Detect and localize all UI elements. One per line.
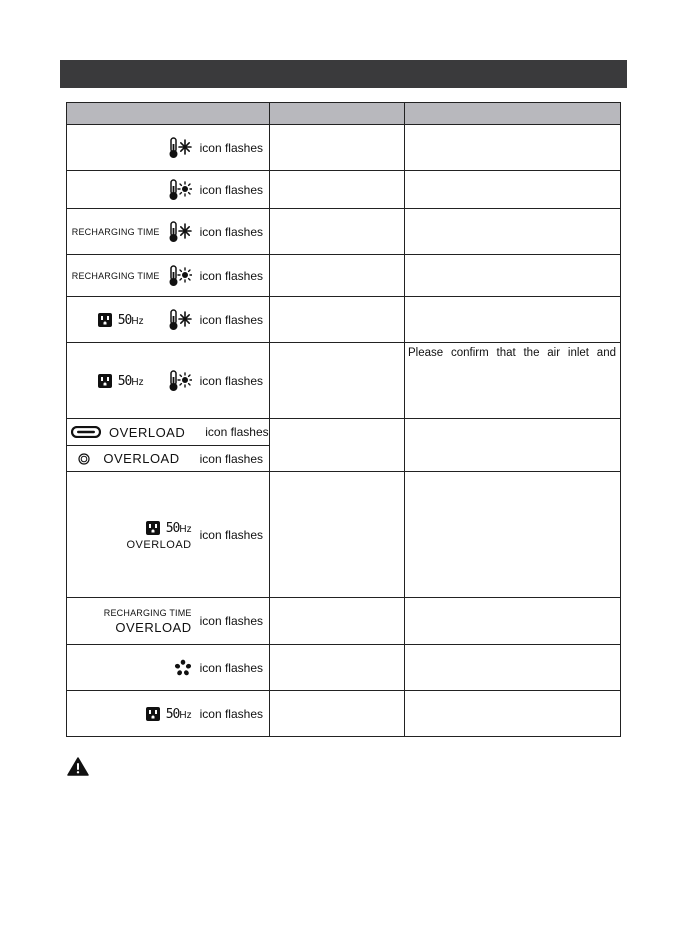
header-solution: [405, 103, 621, 125]
flash-label: icon flashes: [199, 182, 263, 197]
hz-value: 50: [165, 520, 180, 536]
recharging-time-label: RECHARGING TIME: [71, 226, 160, 237]
ac-outlet-icon: [146, 521, 160, 535]
solution-cell: [405, 645, 621, 691]
cause-cell: [270, 209, 405, 255]
indicator-cell: [67, 255, 270, 297]
solution-cell: [405, 171, 621, 209]
solution-cell: [405, 125, 621, 171]
cause-cell: [270, 255, 405, 297]
section-title-bar: [60, 60, 627, 88]
table-row: [67, 645, 621, 691]
cause-cell: [270, 645, 405, 691]
troubleshooting-table: [66, 102, 621, 737]
hz-value: 50: [117, 312, 132, 328]
indicator-cell: [67, 209, 270, 255]
table-row: [67, 419, 621, 446]
overload-label: OVERLOAD: [103, 451, 180, 466]
ac-outlet-icon: [98, 313, 112, 327]
cause-cell: [270, 691, 405, 737]
table-row: [67, 297, 621, 343]
solution-cell: [405, 297, 621, 343]
indicator-cell: [67, 297, 270, 343]
ac-outlet-icon: [98, 374, 112, 388]
table-header-row: [67, 103, 621, 125]
recharging-time-label: RECHARGING TIME: [103, 607, 192, 618]
car-port-icon: [78, 453, 90, 465]
thermometer-sun-icon: [168, 370, 192, 392]
table-row: [67, 691, 621, 737]
hz-unit: Hz: [179, 709, 192, 721]
flash-label: icon flashes: [199, 527, 263, 542]
overload-label: OVERLOAD: [126, 538, 192, 551]
thermometer-snowflake-icon: [168, 309, 192, 331]
table-row: [67, 209, 621, 255]
flash-label: icon flashes: [199, 614, 263, 628]
flash-label: icon flashes: [199, 706, 263, 721]
flash-label: icon flashes: [199, 268, 263, 283]
indicator-cell: [67, 343, 270, 419]
cause-cell: [270, 472, 405, 598]
ac-outlet-icon: [146, 707, 160, 721]
header-indicator: [67, 103, 270, 125]
hz-unit: Hz: [179, 523, 192, 535]
indicator-cell: [67, 645, 270, 691]
hz-unit: Hz: [131, 376, 144, 388]
flash-label: icon flashes: [199, 312, 263, 327]
flash-label: icon flashes: [199, 140, 263, 155]
fan-icon: [174, 659, 192, 677]
indicator-cell: [67, 472, 270, 598]
cause-cell: [270, 297, 405, 343]
flash-label: icon flashes: [199, 660, 263, 675]
solution-cell: [405, 472, 621, 598]
solution-cell: [405, 419, 621, 472]
hz-unit: Hz: [131, 315, 144, 327]
flash-label: icon flashes: [199, 451, 263, 466]
cause-cell: [270, 171, 405, 209]
thermometer-sun-icon: [168, 265, 192, 287]
header-cause: [270, 103, 405, 125]
table-row: [67, 125, 621, 171]
cause-cell: [270, 125, 405, 171]
solution-cell: [405, 209, 621, 255]
table-row: [67, 171, 621, 209]
indicator-cell: [67, 446, 270, 472]
cause-cell: [270, 419, 405, 472]
solution-cell: [405, 691, 621, 737]
usb-c-port-icon: [71, 426, 101, 438]
thermometer-snowflake-icon: [168, 137, 192, 159]
thermometer-sun-icon: [168, 179, 192, 201]
indicator-cell: [67, 691, 270, 737]
flash-label: icon flashes: [199, 373, 263, 388]
recharging-time-label: RECHARGING TIME: [71, 270, 160, 281]
table-row: [67, 343, 621, 419]
flash-label: icon flashes: [205, 425, 269, 439]
solution-cell: Please confirm that the air inlet and: [405, 343, 621, 419]
cause-cell: [270, 343, 405, 419]
indicator-cell: [67, 419, 270, 446]
solution-cell: [405, 255, 621, 297]
indicator-cell: [67, 125, 270, 171]
indicator-cell: [67, 171, 270, 209]
hz-value: 50: [165, 706, 180, 722]
overload-label: OVERLOAD: [115, 619, 192, 635]
hz-value: 50: [117, 373, 132, 389]
overload-label: OVERLOAD: [109, 424, 186, 440]
table-row: [67, 472, 621, 598]
solution-cell: [405, 598, 621, 645]
cause-cell: [270, 598, 405, 645]
indicator-cell: [67, 598, 270, 645]
table-row: [67, 598, 621, 645]
thermometer-snowflake-icon: [168, 221, 192, 243]
warning-icon: [67, 757, 89, 776]
table-row: [67, 255, 621, 297]
flash-label: icon flashes: [199, 224, 263, 239]
